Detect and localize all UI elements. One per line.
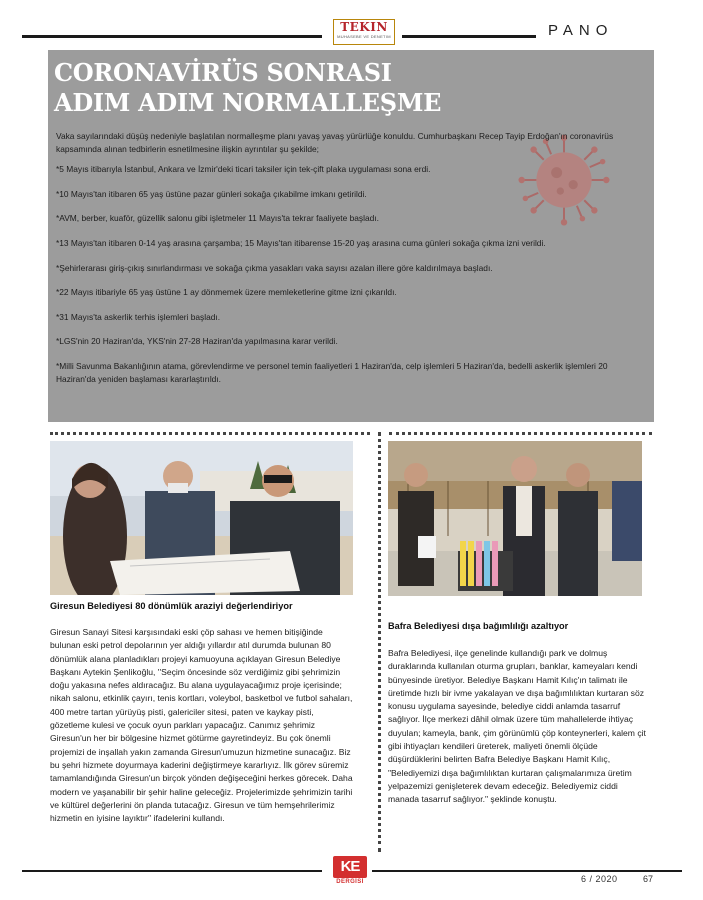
header-rule-right [402,35,536,38]
feature-item: *Şehirlerarası giriş-çıkış sınırlandırması ve sokağa çıkma yasakları vaka sayısı azalan illere göre kaldırılmaya başladı. [56,262,493,273]
bafra-photo [388,441,642,596]
feature-body [56,130,648,397]
logo-subtitle: DERGİSİ [336,879,364,885]
logo-name: TEKIN [340,20,388,34]
feature-title-line2: ADIM ADIM NORMALLEŞME [54,88,442,117]
tekin-logo [333,19,395,45]
feature-item: *LGS'nin 20 Haziran'da, YKS'nin 27-28 Haziran'da yapılmasına karar verildi. [56,336,338,347]
feature-item: *31 Mayıs'ta askerlik terhis işlemleri başladı. [56,311,221,322]
feature-item: *AVM, berber, kuaför, güzellik salonu gibi işletmeler 11 Mayıs'ta tekrar faaliyete başladı. [56,213,379,224]
feature-intro: Vaka sayılarındaki düşüş nedeniyle başlatılan normalleşme planı yavaş yavaş yürürlüğe konuldu. Cumhurbaşkanı Recep Tayip Erdoğan'ın coronavirüs kapsamında alınan tedbirlerin esnetilmesine ilişkin ayrıntılar şu şekilde; [56,131,614,154]
footer-rule-left [22,870,322,872]
right-article-caption: Bafra Belediyesi dışa bağımlılığı azaltıyor [388,621,569,631]
dotted-divider-left [50,432,370,435]
page-number: 67 [643,874,654,884]
feature-title-line1: CORONAVİRÜS SONRASI [54,58,392,87]
giresun-photo [50,441,353,595]
feature-item: *22 Mayıs itibariyle 65 yaş üstüne 1 ay dönmemek üzere memleketlerine gitme izni çıkarıldı. [56,287,397,298]
right-article-body: Bafra Belediyesi, ilçe genelinde kullandığı park ve dolmuş duraklarında kullanılan oturma grupları, banklar, kameyaları kendi bünyesinde üretiyor. Belediye Başkanı Hamit Kılıç'ın talimatı ile üretimde hızlı bir ivme yakalayan ve dışa bağımlılıktan kurtaran söz konusu uygulama sayesinde, belediye ciddi anlamda tasarruf sağlıyor. İlçe merkezi dâhil olmak üzere tüm mahallelerde ihtiyaç duyulan; kameyla, bank, çim görünümlü çöp konteynerleri, kalem çit gibi ihtiyaçları kendileri üreterek, maliyeti önemli ölçüde düşürdüklerini belirten Bafra Belediye Başkanı Hamit Kılıç, "Belediyemizi dışa bağımlılıktan kurtaran çalışmalarımıza üretim yelpazemizi genişleterek devam edeceğiz. Belediyemiz ciddi manada tasarruf sağlıyor." şeklinde konuştu. [388,648,646,805]
dotted-divider-vertical [378,432,381,852]
issue-date: 6 / 2020 [581,874,618,884]
left-article-caption: Giresun Belediyesi 80 dönümlük araziyi değerlendiriyor [50,601,293,611]
section-title: PANO [548,22,614,39]
feature-item: *10 Mayıs'tan itibaren 65 yaş üstüne pazar günleri sokağa çıkabilme imkanı getirildi. [56,188,367,199]
left-article-body: Giresun Sanayi Sitesi karşısındaki eski çöp sahası ve hemen bitişiğinde bulunan eski petrol depolarının yer aldığı yıllardır atıl durumda bulunan 80 dönümlük alana planladıkları projeyi kamuoyuna açıklayan Giresun Belediye Başkanı Aytekin Şenlikoğlu, ''Seçim öncesinde söz verdiğimiz gibi şehrimizin doğu yakasına nefes aldıracağız. Bu alana uygulayacağımız proje içerisinde; nikah salonu, etkinlik çayırı, tenis kortları, voleybol, basketbol ve futbol sahaları, 400 metre tartan yürüyüş pisti, galericiler sitesi, paten ve kaykay pisti, gözetleme kulesi ve çocuk oyun parkları yapacağız. Canımız şehrimiz Giresun'un her bir bölgesine hizmet götürme gayretindeyiz. Bu çok önemli projemizi de inşallah yakın zamanda Giresun'umuzun hizmetine sunacağız. Biz bu şehri hizmete doyurmaya kaderini değiştirmeye kararlıyız. İlk görev süremiz tamamlandığında Giresun'un birçok yönden değişeceğini herkes görecek. Daha modern ve yaşanabilir bir şehir haline geleceğiz. Projelerimizde şehrimizin tarihi ve kültürel değerlerini ön planda tutacağız. Giresun ve tüm hemşehrilerimiz hizmetin en iyisine layıktır'' ifadelerini kullandı. [50,627,353,824]
feature-item: *13 Mayıs'tan itibaren 0-14 yaş arasına çarşamba; 15 Mayıs'tan itibarense 15-20 yaş arasına cuma günleri sokağa çıkma izni verildi. [56,237,546,248]
footer-rule-right [372,870,682,872]
feature-box [48,50,654,422]
header-rule-left [22,35,322,38]
feature-item: *5 Mayıs itibarıyla İstanbul, Ankara ve İzmir'deki ticari taksiler için tek-çift plaka uygulaması sona erdi. [56,164,431,175]
feature-title [54,58,441,118]
feature-item: *Milli Savunma Bakanlığının atama, görevlendirme ve personel temin faaliyetleri 1 Haziran'da, celp işlemleri 5 Haziran'da, bedelli askerlik işlemleri 20 Haziran'da yeniden başlaması kararlaştırıldı. [56,360,608,384]
logo-subtitle: MUHASEBE VE DENETIM [337,34,391,39]
dotted-divider-right [389,432,652,435]
ke-dergisi-logo [333,856,367,896]
logo-mark: KE [333,856,367,878]
